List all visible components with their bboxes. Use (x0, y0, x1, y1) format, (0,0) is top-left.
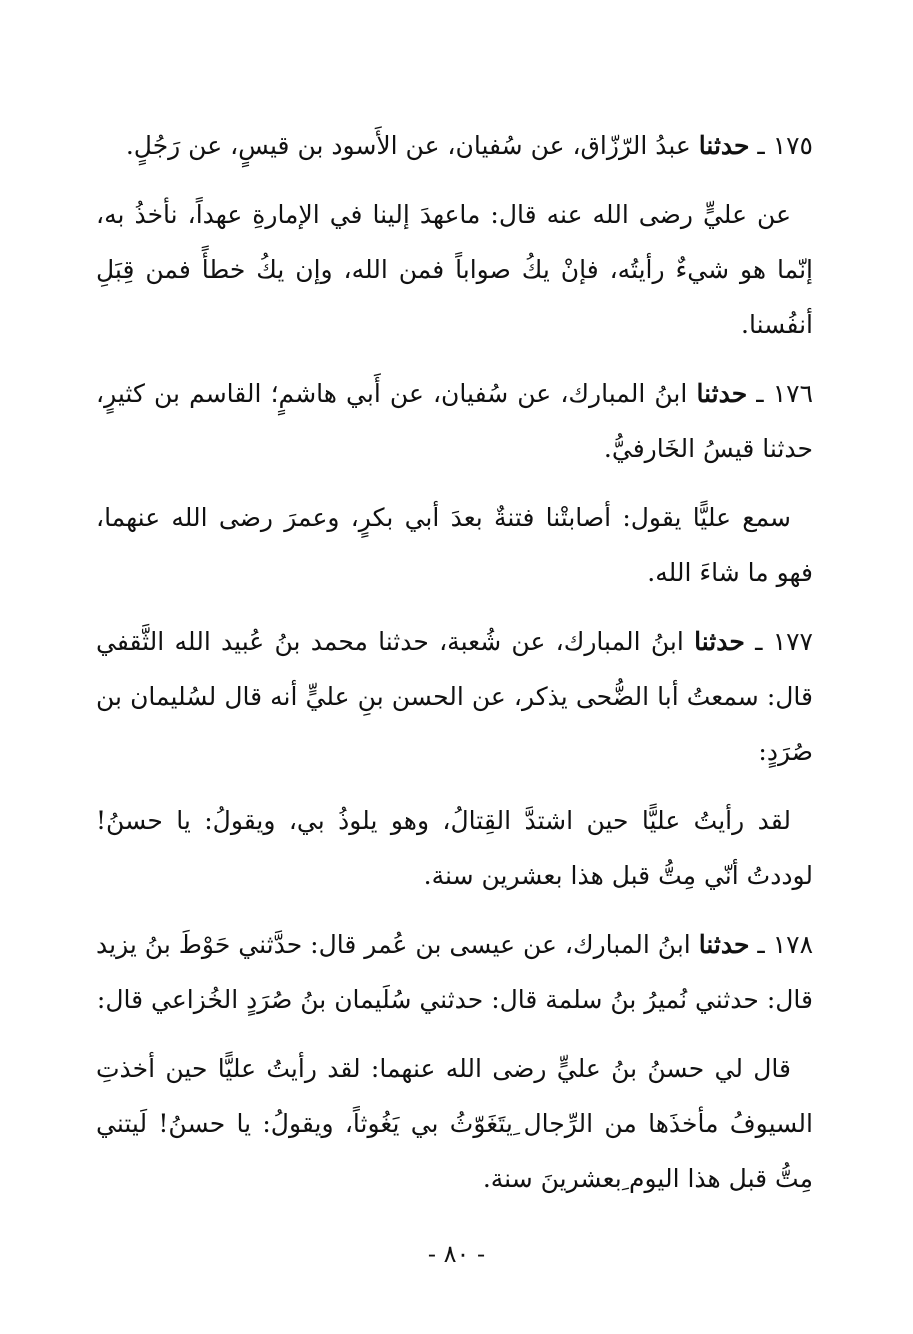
hadith-chain: عبدُ الرّزّاق، عن سُفيان، عن الأَسود بن قيسٍ، عن رَجُلٍ. (125, 131, 699, 160)
hadith-176 (96, 366, 813, 476)
hadith-177 (96, 614, 813, 779)
hadith-dash: ـ (749, 930, 773, 959)
hadith-number: ١٧٥ (772, 131, 813, 160)
hadith-number: ١٧٦ (772, 379, 814, 408)
hadith-number: ١٧٧ (772, 627, 813, 656)
hadith-chain: ابنُ المبارك، عن سُفيان، عن أَبي هاشمٍ؛ القاسم بن كثيرٍ، حدثنا قيسُ الخَارفيُّ. (96, 379, 813, 463)
page-body (96, 118, 813, 1220)
hadith-dash: ـ (747, 379, 773, 408)
hadith-dash: ـ (744, 627, 773, 656)
hadith-number: ١٧٨ (772, 930, 814, 959)
hadith-keyword: حدثنا (698, 131, 750, 160)
hadith-175-text: عن عليٍّ رضى الله عنه قال: ماعهدَ إلينا في الإمارةِ عهداً، نأخذُ به، إنّما هو شيءٌ رأيتُه، فإنْ يكُ صواباً فمن الله، وإن يكُ خطأً فمن قِبَلِ أنفُسنا. (96, 200, 813, 339)
hadith-177-text: لقد رأيتُ عليًّا حين اشتدَّ القِتالُ، وهو يلوذُ بي، ويقولُ: يا حسنُ! لوددتُ أنّي مِتُّ قبل هذا بعشرين سنة. (96, 806, 813, 890)
hadith-178-text: قال لي حسنُ بنُ عليٍّ رضى الله عنهما: لقد رأيتُ عليًّا حين أخذتِ السيوفُ مأخذَها من الرِّجال ِيتَغَوّثُ بي يَغُوثاً، ويقولُ: يا حسنُ! لَيتني مِتُّ قبل هذا اليوم ِبعشرينَ سنة. (96, 1054, 813, 1193)
hadith-chain: ابنُ المبارك، عن شُعبة، حدثنا محمد بنُ عُبيد الله الثَّقفي قال: سمعتُ أبا الضُّحى يذكر، عن الحسن بنِ عليٍّ أنه قال لسُليمان بن صُرَدٍ: (96, 627, 813, 766)
hadith-dash: ـ (749, 131, 773, 160)
hadith-keyword: حدثنا (696, 379, 748, 408)
hadith-keyword: حدثنا (694, 627, 745, 656)
hadith-175 (96, 118, 813, 173)
hadith-chain: ابنُ المبارك، عن عيسى بن عُمر قال: حدَّثني حَوْطَ بنُ يزيد قال: حدثني نُميرُ بنُ سلمة قال: حدثني سُلَيمان بنُ صُرَدٍ الخُزاعي قال: (96, 930, 813, 1014)
hadith-176-text: سمع عليًّا يقول: أصابتْنا فتنةٌ بعدَ أبي بكرٍ، وعمرَ رضى الله عنهما، فهو ما شاءَ الله. (96, 503, 813, 587)
page-number: - ٨٠ - (427, 1240, 486, 1268)
hadith-keyword: حدثنا (698, 930, 750, 959)
hadith-178 (96, 917, 813, 1027)
